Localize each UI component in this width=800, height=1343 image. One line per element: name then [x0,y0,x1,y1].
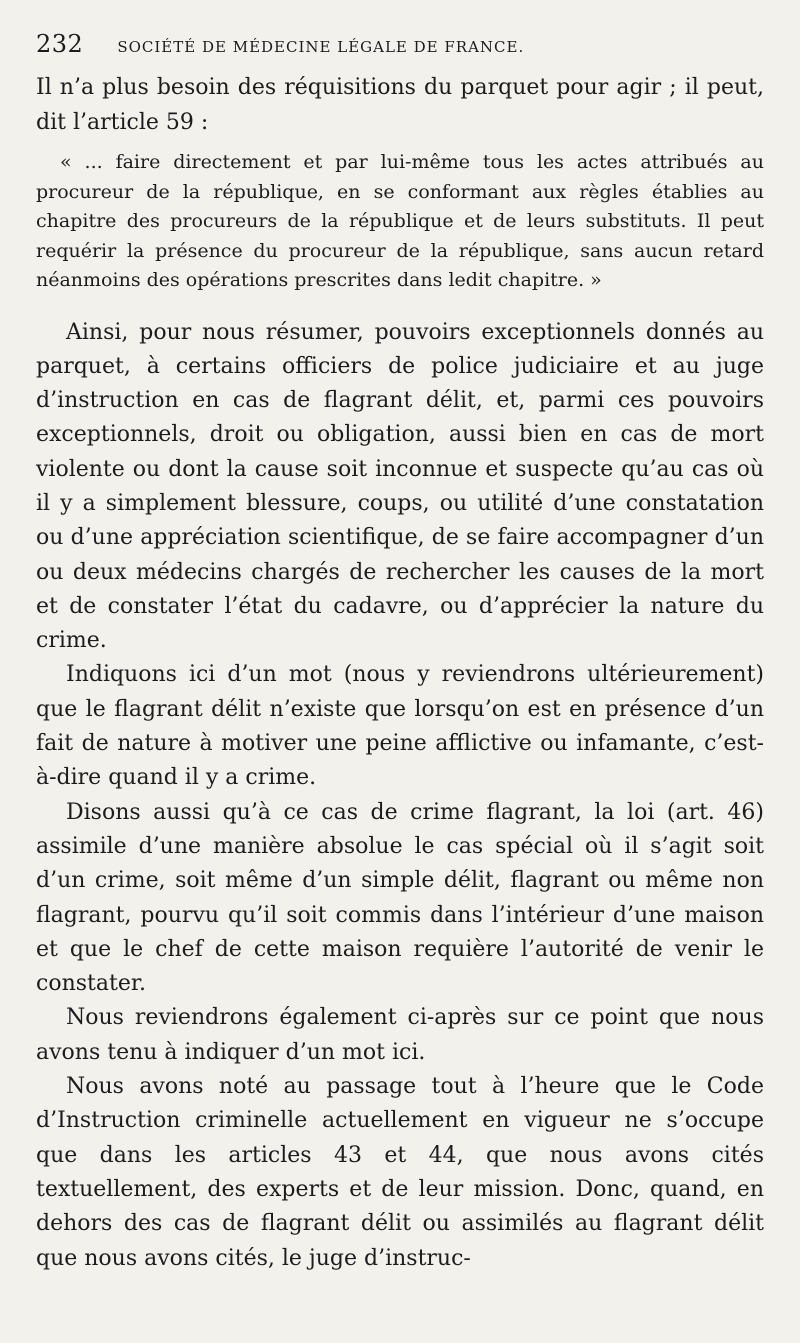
running-title: SOCIÉTÉ DE MÉDECINE LÉGALE DE FRANCE. [117,38,525,56]
paragraph-1: Il n’a plus besoin des réquisitions du parquet pour agir ; il peut, dit l’article 59 : [36,75,764,135]
paragraph-2: Ainsi, pour nous résumer, pouvoirs exceptionnels donnés au parquet, à certains officiers de police judiciaire et au juge d’instruction en cas de flagrant délit, et, parmi ces pouvoirs exceptionnels, droit ou obligation, aussi bien en cas de mort violente ou dont la cause soit inconnue et suspecte qu’au cas où il y a simplement blessure, coups, ou utilité d’une constatation ou d’une appréciation scientifique, de se faire accompagner d’un ou deux médecins chargés de rechercher les causes de la mort et de constater l’état du cadavre, ou d’apprécier la nature du crime. [36,319,764,654]
page-header [36,30,764,70]
document-page [36,30,764,1276]
paragraph-3: Indiquons ici d’un mot (nous y reviendrons ultérieurement) que le flagrant délit n’existe que lorsqu’on est en présence d’un fait de nature à motiver une peine afflictive ou infamante, c’est-à-dire quand il y a crime. [36,662,764,791]
quotation: « ... faire directement et par lui-même tous les actes attribués au procureur de la république, en se conformant aux règles établies au chapitre des procureurs de la république et de leurs substituts. Il peut requérir la présence du procureur de la république, sans aucun retard néanmoins des opérations prescrites dans ledit chapitre. » [36,151,764,291]
page-number: 232 [36,30,84,58]
spacer [36,296,764,316]
paragraph-6: Nous avons noté au passage tout à l’heure que le Code d’Instruction criminelle actuellement en vigueur ne s’occupe que dans les articles 43 et 44, que nous avons cités textuellement, des experts et de leur mission. Donc, quand, en dehors des cas de flagrant délit ou assimilés au flagrant délit que nous avons cités, le juge d’instruc- [36,1074,764,1271]
paragraph-4: Disons aussi qu’à ce cas de crime flagrant, la loi (art. 46) assimile d’une manière absolue le cas spécial où il s’agit soit d’un crime, soit même d’un simple délit, flagrant ou même non flagrant, pourvu qu’il soit commis dans l’intérieur d’une maison et que le chef de cette maison requière l’autorité de venir le constater. [36,799,764,997]
paragraph-5: Nous reviendrons également ci-après sur ce point que nous avons tenu à indiquer d’un mot ici. [36,1005,764,1065]
